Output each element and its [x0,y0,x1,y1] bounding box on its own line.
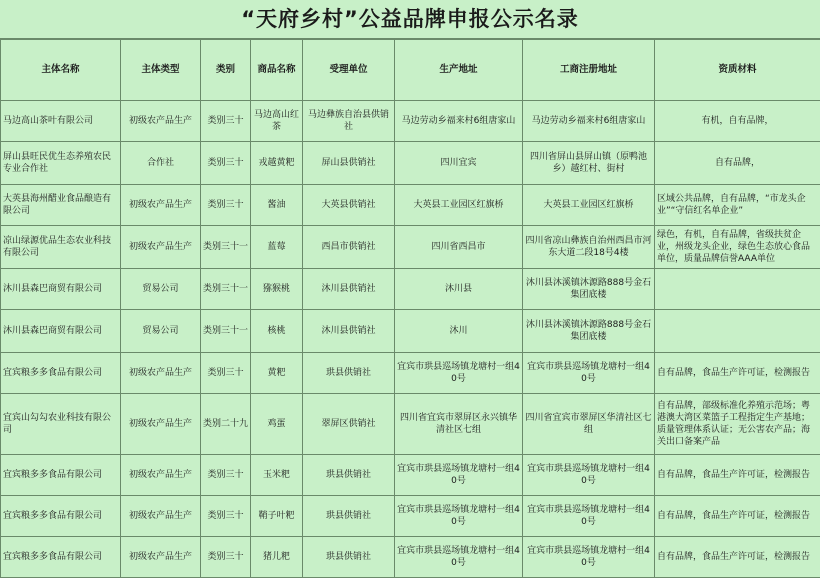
cell-registered-address: 宜宾市珙县巡场镇龙塘村一组40号 [523,537,655,578]
table-header-row [1,40,820,101]
cell-production-address: 沐川县 [395,269,523,310]
cell-category: 类别三十 [201,537,251,578]
column-header-entity-type: 主体类型 [121,40,201,101]
registry-table [0,39,820,578]
cell-category: 类别三十 [201,142,251,185]
cell-agency: 珙县供销社 [303,455,395,496]
table-row [1,537,820,578]
cell-agency: 沐川县供销社 [303,269,395,310]
page-title: “天府乡村”公益品牌申报公示名录 [0,0,820,39]
cell-product: 猕猴桃 [251,269,303,310]
table-row [1,310,820,353]
cell-entity: 大英县海州醋业食品酿造有限公司 [1,185,121,226]
cell-product: 蓝莓 [251,226,303,269]
cell-registered-address: 四川省凉山彝族自治州西昌市河东大道二段18号4楼 [523,226,655,269]
cell-category: 类别三十一 [201,269,251,310]
cell-product: 戎越黄粑 [251,142,303,185]
cell-entity-type: 初级农产品生产 [121,496,201,537]
cell-registered-address: 四川省宜宾市翠屏区华清社区七组 [523,394,655,455]
cell-entity-type: 初级农产品生产 [121,394,201,455]
table-row [1,185,820,226]
cell-production-address: 沐川 [395,310,523,353]
cell-agency: 珙县供销社 [303,496,395,537]
cell-qualifications: 自有品牌，食品生产许可证，检测报告 [655,537,820,578]
cell-entity: 沐川县森巴商贸有限公司 [1,269,121,310]
cell-entity-type: 初级农产品生产 [121,353,201,394]
cell-qualifications: 自有品牌，部级标准化养殖示范场；粤港澳大湾区菜篮子工程指定生产基地；质量管理体系认证；无公害农产品；海关出口备案产品 [655,394,820,455]
column-header-registered-address: 工商注册地址 [523,40,655,101]
table-row [1,394,820,455]
cell-entity-type: 初级农产品生产 [121,226,201,269]
column-header-category: 类别 [201,40,251,101]
column-header-agency: 受理单位 [303,40,395,101]
cell-entity: 宜宾粮多多食品有限公司 [1,537,121,578]
cell-entity: 宜宾粮多多食品有限公司 [1,353,121,394]
cell-entity: 马边高山茶叶有限公司 [1,101,121,142]
cell-production-address: 四川省西昌市 [395,226,523,269]
cell-agency: 珙县供销社 [303,537,395,578]
table-row [1,455,820,496]
cell-qualifications: 自有品牌，食品生产许可证，检测报告 [655,455,820,496]
cell-entity: 屏山县旺民优生态养殖农民专业合作社 [1,142,121,185]
cell-category: 类别三十 [201,455,251,496]
cell-agency: 珙县供销社 [303,353,395,394]
cell-product: 核桃 [251,310,303,353]
cell-category: 类别三十 [201,101,251,142]
cell-product: 玉米粑 [251,455,303,496]
cell-production-address: 大英县工业园区红旗桥 [395,185,523,226]
cell-production-address: 宜宾市珙县巡场镇龙塘村一组40号 [395,455,523,496]
table-row [1,269,820,310]
cell-production-address: 宜宾市珙县巡场镇龙塘村一组40号 [395,353,523,394]
column-header-product: 商品名称 [251,40,303,101]
cell-entity: 凉山绿源优品生态农业科技有限公司 [1,226,121,269]
cell-entity: 沐川县森巴商贸有限公司 [1,310,121,353]
cell-category: 类别三十 [201,496,251,537]
cell-category: 类别三十一 [201,310,251,353]
cell-registered-address: 四川省屏山县屏山镇（原鸭池乡）越红村、街村 [523,142,655,185]
cell-qualifications: 自有品牌，食品生产许可证，检测报告 [655,353,820,394]
cell-product: 马边高山红茶 [251,101,303,142]
table-row [1,496,820,537]
cell-product: 猪儿粑 [251,537,303,578]
cell-qualifications: 自有品牌，食品生产许可证，检测报告 [655,496,820,537]
cell-category: 类别二十九 [201,394,251,455]
table-row [1,226,820,269]
cell-agency: 屏山县供销社 [303,142,395,185]
cell-production-address: 宜宾市珙县巡场镇龙塘村一组40号 [395,496,523,537]
cell-category: 类别三十 [201,353,251,394]
cell-product: 鞘子叶粑 [251,496,303,537]
cell-entity: 宜宾粮多多食品有限公司 [1,496,121,537]
column-header-entity: 主体名称 [1,40,121,101]
cell-production-address: 马边劳动乡福来村6组唐家山 [395,101,523,142]
cell-qualifications: 区域公共品牌，自有品牌，“市龙头企业”“守信红名单企业” [655,185,820,226]
cell-registered-address: 沐川县沐溪镇沐源路888号金石集团底楼 [523,269,655,310]
cell-production-address: 四川省宜宾市翠屏区永兴镇华清社区七组 [395,394,523,455]
cell-qualifications: 绿色，有机，自有品牌，省级扶贫企业，州级龙头企业，绿色生态放心食品单位，质量品牌信誉AAA单位 [655,226,820,269]
cell-product: 黄粑 [251,353,303,394]
cell-entity-type: 初级农产品生产 [121,101,201,142]
cell-entity-type: 初级农产品生产 [121,455,201,496]
cell-entity-type: 初级农产品生产 [121,537,201,578]
cell-agency: 翠屏区供销社 [303,394,395,455]
cell-registered-address: 宜宾市珙县巡场镇龙塘村一组40号 [523,455,655,496]
cell-qualifications: 有机，自有品牌， [655,101,820,142]
column-header-production-address: 生产地址 [395,40,523,101]
cell-agency: 马边彝族自治县供销社 [303,101,395,142]
cell-category: 类别三十 [201,185,251,226]
cell-agency: 大英县供销社 [303,185,395,226]
cell-agency: 沐川县供销社 [303,310,395,353]
cell-entity-type: 合作社 [121,142,201,185]
cell-agency: 西昌市供销社 [303,226,395,269]
cell-registered-address: 大英县工业园区红旗桥 [523,185,655,226]
table-row [1,101,820,142]
cell-qualifications [655,310,820,353]
cell-registered-address: 沐川县沐溪镇沐源路888号金石集团底楼 [523,310,655,353]
cell-entity: 宜宾山勾勾农业科技有限公司 [1,394,121,455]
cell-production-address: 宜宾市珙县巡场镇龙塘村一组40号 [395,537,523,578]
cell-registered-address: 宜宾市珙县巡场镇龙塘村一组40号 [523,496,655,537]
table-row [1,353,820,394]
column-header-qualifications: 资质材料 [655,40,820,101]
cell-qualifications [655,269,820,310]
cell-entity: 宜宾粮多多食品有限公司 [1,455,121,496]
cell-entity-type: 贸易公司 [121,310,201,353]
cell-product: 鸡蛋 [251,394,303,455]
cell-product: 酱油 [251,185,303,226]
cell-entity-type: 初级农产品生产 [121,185,201,226]
cell-qualifications: 自有品牌， [655,142,820,185]
cell-production-address: 四川宜宾 [395,142,523,185]
cell-registered-address: 马边劳动乡福来村6组唐家山 [523,101,655,142]
cell-entity-type: 贸易公司 [121,269,201,310]
cell-category: 类别三十一 [201,226,251,269]
cell-registered-address: 宜宾市珙县巡场镇龙塘村一组40号 [523,353,655,394]
table-row [1,142,820,185]
